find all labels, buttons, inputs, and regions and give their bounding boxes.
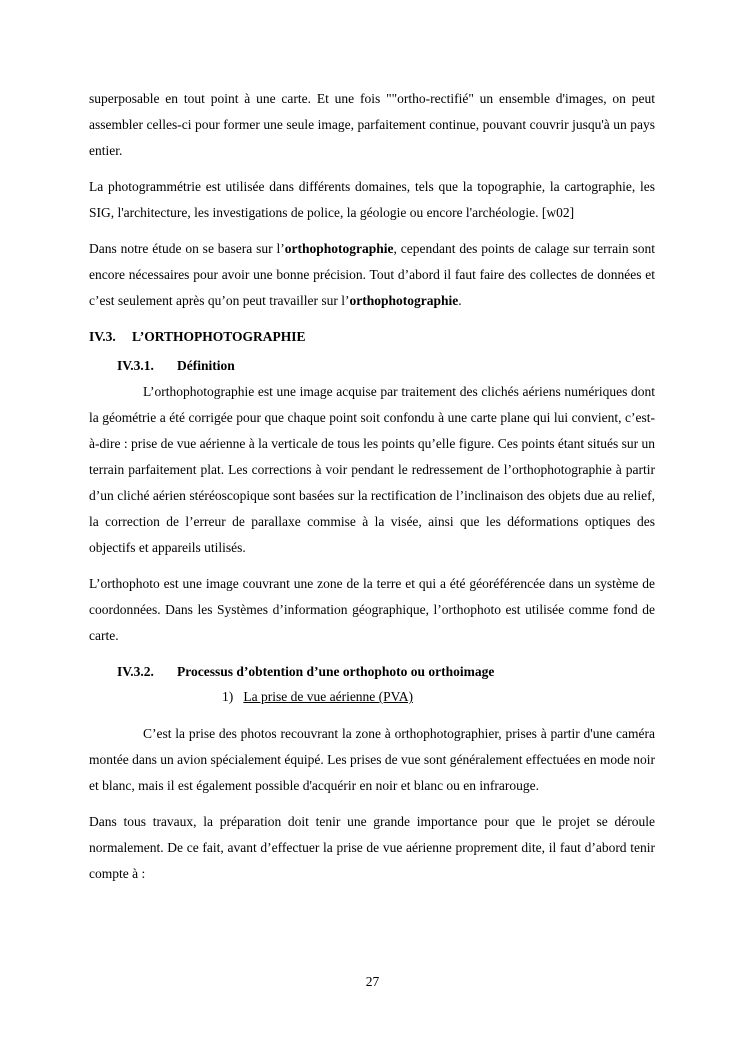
- subsection-number: IV.3.2.: [117, 664, 154, 679]
- list-item-aerial-shot: [89, 685, 655, 709]
- page-content: [89, 86, 655, 897]
- list-number: 1): [222, 689, 234, 704]
- paragraph-orthorectification: superposable en tout point à une carte. Et une fois ""ortho-rectifié" un ensemble d'images, on peut assembler celles-ci pour former une seule image, parfaitement continue, pouvant couvrir jusqu'à un pays entier.: [89, 91, 655, 158]
- paragraph-study-basis: [89, 236, 655, 314]
- section-title: L’ORTHOPHOTOGRAPHIE: [132, 329, 306, 344]
- section-number: IV.3.: [89, 329, 116, 344]
- text-run: Dans notre étude on se basera sur l’: [89, 241, 285, 256]
- paragraph-definition: L’orthophotographie est une image acquise par traitement des clichés aériens numériques dont la géométrie a été corrigée pour que chaque point soit confondu à une carte plane qui lui convient, c’est-à-dire : prise de vue aérienne à la verticale de tous les points qu’elle figure. Ces points étant situés sur un terrain parfaitement plat. Les corrections à voir pendant le redressement de l’orthophotographie à partir d’un cliché aérien stéréoscopique sont basées sur la rectification de l’inclinaison des objets due au relief, la correction de l’erreur de parallaxe commise à la visée, ainsi que les déformations optiques des objectifs et appareils utilisés.: [89, 384, 655, 555]
- subsection-title: Processus d’obtention d’une orthophoto ou orthoimage: [177, 664, 495, 679]
- paragraph-orthophoto: L’orthophoto est une image couvrant une zone de la terre et qui a été géoréférencée dans un système de coordonnées. Dans les Systèmes d’information géographique, l’orthophoto est utilisée comme fond de carte.: [89, 576, 655, 643]
- text-run: .: [458, 293, 462, 308]
- subsection-number: IV.3.1.: [117, 358, 154, 373]
- subsection-title: Définition: [177, 358, 235, 373]
- bold-term: orthophotographie: [284, 241, 394, 256]
- section-heading: [89, 324, 655, 350]
- subsection-heading-definition: [89, 353, 655, 379]
- paragraph-preparation: Dans tous travaux, la préparation doit tenir une grande importance pour que le projet se déroule normalement. De ce fait, avant d’effectuer la prise de vue aérienne proprement dite, il faut d’abord tenir compte à :: [89, 814, 655, 881]
- text-run: , cependant des points de calage sur terrain sont encore nécessaires pour avoir une bonne précision. Tout d’abord il faut faire des collectes de données et c’est seulement après qu’on peut travailler sur l’: [89, 241, 655, 308]
- bold-term: orthophotographie: [349, 293, 459, 308]
- subsection-heading-process: [89, 659, 655, 685]
- paragraph-aerial-shot: C’est la prise des photos recouvrant la zone à orthophotographier, prises à partir d'une caméra montée dans un avion spécialement équipé. Les prises de vue sont généralement effectuées en mode noir et blanc, mais il est également possible d'acquérir en noir et blanc ou en infrarouge.: [89, 726, 655, 793]
- paragraph-photogrammetry-domains: La photogrammétrie est utilisée dans différents domaines, tels que la topographie, la cartographie, les SIG, l'architecture, les investigations de police, la géologie ou encore l'archéologie. [w02]: [89, 179, 655, 220]
- list-title: La prise de vue aérienne (PVA): [243, 689, 413, 704]
- page-number: 27: [365, 974, 380, 989]
